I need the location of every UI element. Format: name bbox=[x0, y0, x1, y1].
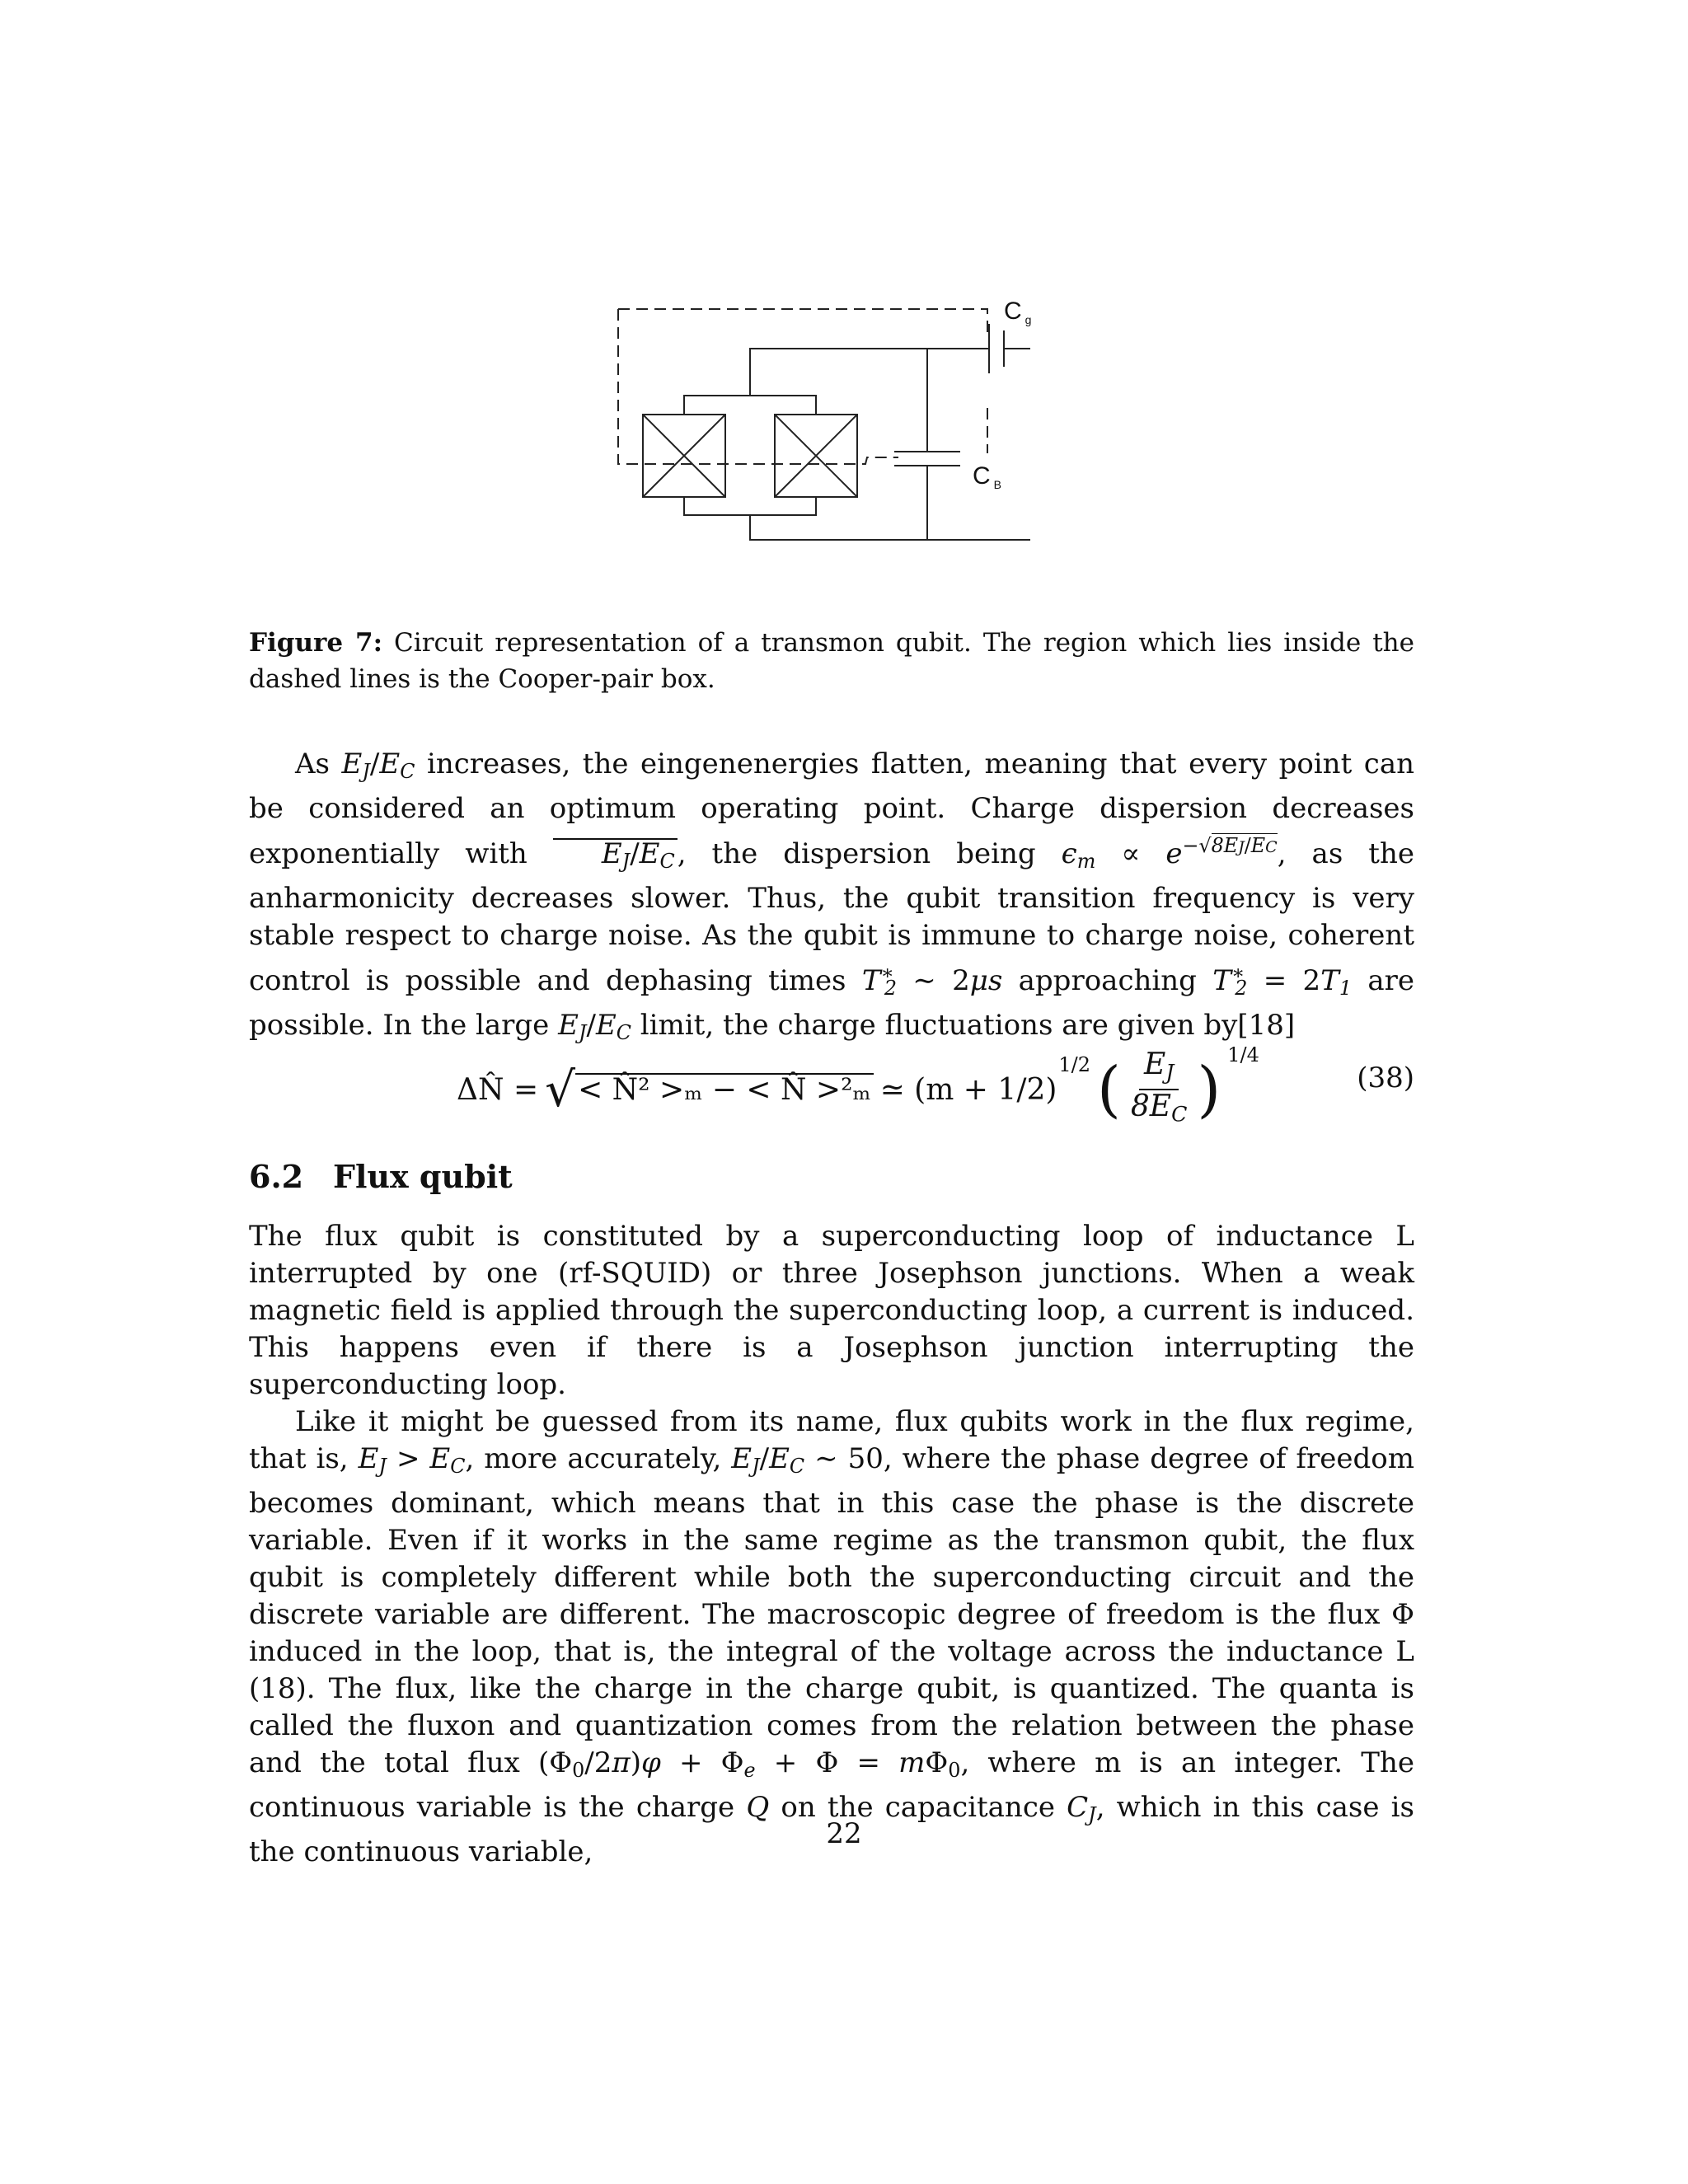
wire-top-outer bbox=[750, 349, 989, 371]
section-title: Flux qubit bbox=[333, 1158, 513, 1195]
paragraph-flux-regime: Like it might be guessed from its name, flux qubits work in the flux regime, that is, $E_J > E_C$, more accurately, $E_J/E_C$ ∼ 50, where the phase degree of freedom becomes dominant, which means that in this case the phase is the discrete variable. Even if it works in the same regime as the transmon qubit, the flux qubit is completely different while both the superconducting circuit and the discrete variable are different. The macroscopic degree of freedom is the flux Φ induced in the loop, that is, the integral of the voltage across the inductance L (18). The flux, like the charge in the charge qubit, is quantized. The quanta is called the fluxon and quantization comes from the relation between the phase and the total flux $(\Phi_0/2\pi)\varphi + \Phi_e + \Phi = m\Phi_0$, where m is an integer. The continuous variable is the charge Q on the capacitance $C_J$, which in this case is the continuous variable, bbox=[249, 1405, 1414, 1868]
wire-bottom-inner bbox=[684, 497, 816, 515]
caption-text: Circuit representation of a transmon qubit. The region which lies inside the dashed lines is the Cooper-pair box. bbox=[249, 628, 1414, 694]
circuit-diagram bbox=[610, 293, 1055, 581]
page-number: 22 bbox=[826, 1817, 862, 1850]
paragraph-transmon-dispersion: As $E_J/E_C$ increases, the eingenenergies flatten, meaning that every point can be considered an optimum operating point. Charge dispersion decreases exponentially with $E_J/E_C$, the dispersion being $\epsilon_m \propto e^{-√8EJ/EC}$, as the anharmonicity decreases slower. Thus, the qubit transition frequency is very stable respect to charge noise. As the qubit is immune to charge noise, coherent control is possible and dephasing times $T^∗_2$ ∼ 2μs approaching $T^∗_2 = 2T_1$ are possible. In the large $E_J/E_C$ limit, the charge fluctuations are given by[18] bbox=[249, 748, 1414, 1044]
paragraph-flux-qubit-intro: The flux qubit is constituted by a superconducting loop of inductance L interrupted by one (rf-SQUID) or three Josephson junctions. When a weak magnetic field is applied through the superconducting loop, a current is induced. This happens even if there is a Josephson junction interrupting the superconducting loop. bbox=[249, 1220, 1414, 1401]
equation-38 bbox=[249, 1040, 1414, 1127]
section-number: 6.2 bbox=[249, 1158, 304, 1195]
transmon-circuit-figure bbox=[610, 293, 1055, 581]
dashed-boundary bbox=[618, 309, 987, 334]
cb-label: C $_B$ bbox=[973, 462, 1002, 491]
section-heading bbox=[249, 1158, 513, 1195]
wire-bottom-outer bbox=[750, 515, 1030, 540]
equation-approx: ≃ (m + 1/2) bbox=[879, 1072, 1057, 1107]
caption-label: Figure 7: bbox=[249, 628, 383, 658]
wire-top-inner bbox=[684, 396, 816, 415]
equation-number: (38) bbox=[1357, 1062, 1414, 1094]
equation-radicand: < N̂² >ₘ − < N̂ >²ₘ bbox=[575, 1073, 874, 1106]
equation-lhs: ΔN̂ = bbox=[457, 1072, 539, 1107]
figure-caption bbox=[249, 625, 1414, 697]
cg-label: C $_g$ bbox=[1004, 298, 1032, 326]
equation-body: ΔN̂ = √ < N̂² >ₘ − < N̂ >²ₘ ≃ (m + 1/2) 1/2 ( $\frac{E_J}{8E_C}$ ) 1/4 bbox=[457, 1048, 1259, 1132]
equation-fraction: $\frac{E_J}{8E_C}$ bbox=[1130, 1047, 1188, 1127]
